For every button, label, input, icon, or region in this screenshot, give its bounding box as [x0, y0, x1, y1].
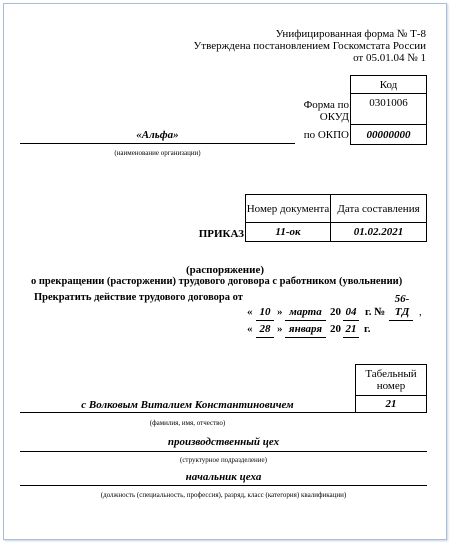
document-date: 01.02.2021 — [353, 226, 404, 238]
okud-value: 0301006 — [369, 97, 408, 109]
order-subtitle: (распоряжение) — [185, 264, 264, 276]
contract-close-quote: » — [277, 306, 283, 318]
approval-text: Утверждена постановлением Госкомстата России — [193, 40, 426, 52]
contract-month: марта — [289, 306, 322, 318]
dismissal-century: 20 — [330, 323, 341, 335]
tab-number: 21 — [385, 398, 397, 410]
dismissal-month: января — [288, 323, 323, 335]
contract-century: 20 — [330, 306, 341, 318]
okud-label-line1: Форма по — [303, 99, 349, 111]
employee-name-caption: (фамилия, имя, отчество) — [149, 419, 226, 427]
document-date-header: Дата составления — [337, 202, 420, 215]
dismissal-year: 21 — [345, 323, 357, 335]
tab-number-header: Табельный номер — [365, 368, 417, 392]
document-number-header: Номер документа — [246, 202, 330, 215]
contract-year: 04 — [345, 306, 357, 318]
contract-year-suffix: г. № — [365, 306, 386, 318]
contract-number: 56-ТД — [394, 293, 410, 318]
okpo-label: по ОКПО — [303, 129, 349, 141]
position-caption: (должность (специальность, профессия), разряд, класс (категория) квалификации) — [100, 491, 347, 499]
department-caption: (структурное подразделение) — [179, 456, 267, 464]
code-header: Код — [379, 78, 398, 91]
contract-open-quote: « — [247, 306, 253, 318]
employee-department: производственный цех — [167, 436, 280, 448]
employee-name: с Волковым Виталием Константиновичем — [81, 399, 294, 411]
document-title: ПРИКАЗ — [198, 228, 244, 240]
okpo-value: 00000000 — [366, 128, 411, 141]
order-subject: о прекращении (расторжении) трудового договора с работником (увольнении) — [31, 276, 403, 287]
form-name: Унифицированная форма № Т-8 — [275, 28, 426, 40]
dismissal-year-suffix: г. — [364, 323, 371, 335]
dismissal-close-quote: » — [277, 323, 283, 335]
contract-comma: , — [419, 306, 422, 318]
dismissal-open-quote: « — [247, 323, 253, 335]
employee-position: начальник цеха — [185, 471, 262, 483]
dismissal-day: 28 — [259, 323, 271, 335]
organization-caption: (наименование организации) — [114, 149, 201, 157]
approval-date: от 05.01.04 № 1 — [353, 52, 426, 64]
organization-name: «Альфа» — [136, 129, 179, 141]
document-number: 11-ок — [275, 226, 301, 238]
contract-day: 10 — [259, 306, 271, 318]
okud-label-line2: ОКУД — [319, 111, 349, 123]
terminate-text: Прекратить действие трудового договора от — [34, 292, 243, 303]
